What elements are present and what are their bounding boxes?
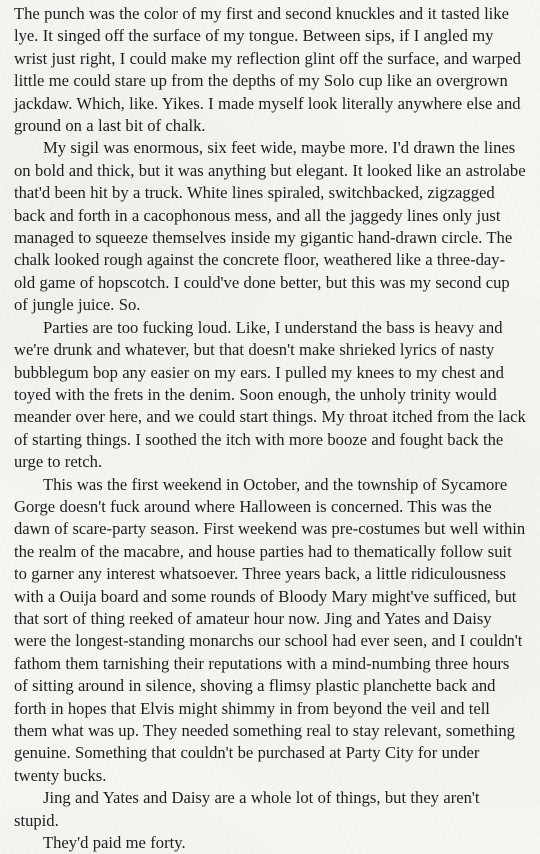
paragraph-6: They'd paid me forty. bbox=[43, 833, 186, 853]
paragraph-3: Parties are too fucking loud. Like, I understand the bass is heavy and we're drunk and whatever, but that doesn't make shrieked lyrics of nasty bubblegum bop any easier on my ears. I pulled my knees to my chest and toyed with the frets in the denim. Soon enough, the unholy trinity would meander over here, and we could start things. My throat itched from the lack of starting things. I soothed the itch with more booze and fought back the urge to retch. bbox=[14, 317, 526, 472]
paragraph-1: The punch was the color of my first and second knuckles and it tasted like lye. It singed off the surface of my tongue. Between sips, if I angled my wrist just right, I could make my reflection glint off the surface, and warped little me could stare up from the depths of my Solo cup like an overgrown jackdaw. Which, like. Yikes. I made myself look literally anywhere else and ground on a last bit of chalk. bbox=[14, 4, 521, 136]
paragraph-2: My sigil was enormous, six feet wide, maybe more. I'd drawn the lines on bold and thick, but it was anything but elegant. It looked like an astrolabe that'd been hit by a truck. White lines spiraled, switchbacked, zigzagged back and forth in a cacophonous mess, and all the jaggedy lines only just managed to squeeze themselves inside my gigantic hand-drawn circle. The chalk looked rough against the concrete floor, weathered like a three-day-old game of hopscotch. I could've done better, but this was my second cup of jungle juice. So. bbox=[14, 138, 526, 315]
paragraph-5: Jing and Yates and Daisy are a whole lot of things, but they aren't stupid. bbox=[14, 788, 480, 830]
paragraph-4: This was the first weekend in October, and the township of Sycamore Gorge doesn't fuck around where Halloween is concerned. This was the dawn of scare-party season. First weekend was pre-costumes but well within the realm of the macabre, and house parties had to thematically follow suit to garner any interest whatsoever. Three years back, a little ridiculousness with a Ouija board and some rounds of Bloody Mary might've sufficed, but that sort of thing reeked of amateur hour now. Jing and Yates and Daisy were the longest-standing monarchs our school had ever seen, and I couldn't fathom them tarnishing their reputations with a mind-numbing three hours of sitting around in silence, shoving a flimsy plastic planchette back and forth in hopes that Elvis might shimmy in from beyond the veil and tell them what was up. They needed something real to stay relevant, something genuine. Something that couldn't be purchased at Party City for under twenty bucks. bbox=[14, 474, 526, 785]
